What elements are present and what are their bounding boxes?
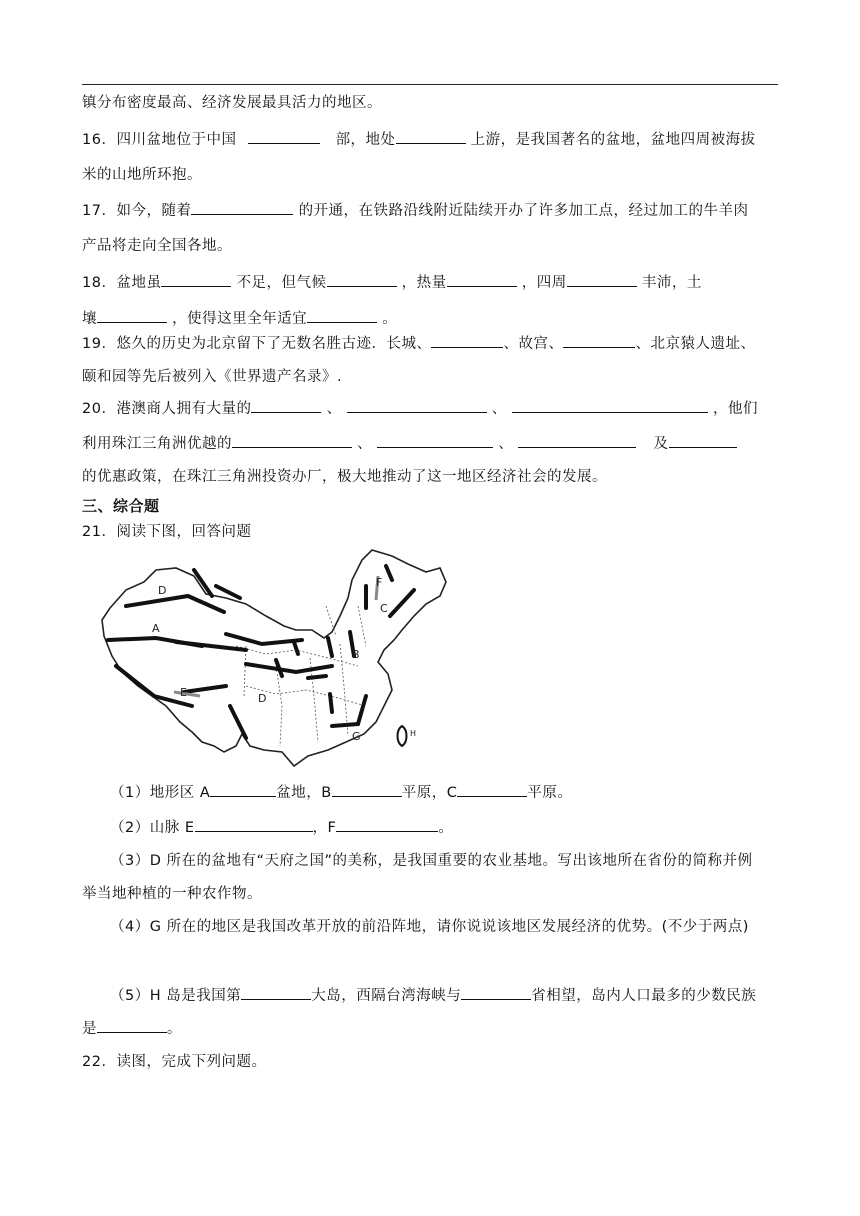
question-21-4 — [110, 917, 749, 937]
answer-blank[interactable] — [512, 398, 708, 413]
answer-blank[interactable] — [431, 333, 503, 348]
island-h — [398, 726, 407, 746]
answer-blank[interactable] — [248, 129, 320, 144]
text: 17．如今，随着 — [82, 203, 192, 219]
answer-blank[interactable] — [336, 817, 438, 832]
answer-blank[interactable] — [563, 333, 635, 348]
map-label-e: E — [180, 686, 187, 699]
answer-blank[interactable] — [97, 308, 167, 323]
answer-blank[interactable] — [396, 129, 466, 144]
range — [390, 590, 414, 616]
text: 省相望，岛内人口最多的少数民族 — [531, 988, 757, 1004]
range — [308, 676, 326, 678]
text: （5）H 岛是我国第 — [110, 988, 242, 1004]
answer-blank[interactable] — [669, 433, 737, 448]
range — [176, 642, 246, 650]
answer-blank[interactable] — [347, 398, 487, 413]
text: 、 — [326, 401, 342, 417]
question-18-line-2 — [82, 308, 397, 329]
text: ，四周 — [521, 275, 567, 291]
map-label-g: G — [352, 730, 361, 743]
text: 平原，C — [401, 785, 458, 801]
answer-blank[interactable] — [195, 817, 313, 832]
question-22-title — [82, 1052, 266, 1072]
map-label-b: B — [352, 648, 360, 661]
text: 18．盆地虽 — [82, 275, 162, 291]
text: ，他们 — [713, 401, 758, 417]
text: （4）G 所在的地区是我国改革开放的前沿阵地，请你说说该地区发展经济的优势。(不少于两点) — [110, 919, 749, 935]
text: 20．港澳商人拥有大量的 — [82, 401, 252, 417]
range — [328, 638, 332, 656]
answer-blank[interactable] — [232, 433, 352, 448]
text: （2）山脉 E — [110, 820, 195, 836]
text: 21．阅读下图，回答问题 — [82, 524, 252, 540]
answer-blank[interactable] — [518, 433, 636, 448]
text: 19．悠久的历史为北京留下了无数名胜古迹．长城、 — [82, 336, 432, 352]
text: ，使得这里全年适宜 — [172, 311, 308, 327]
question-19-line-2 — [82, 367, 342, 387]
range — [246, 664, 332, 672]
text: 平原。 — [527, 785, 573, 801]
answer-blank[interactable] — [161, 272, 231, 287]
text: 举当地种植的一种农作物。 — [82, 886, 262, 902]
answer-blank[interactable] — [307, 308, 377, 323]
question-17-line-1 — [82, 200, 749, 221]
question-21-title — [82, 522, 251, 542]
range — [184, 686, 226, 692]
text-line — [82, 93, 382, 113]
map-label-f: F — [376, 576, 383, 589]
question-20-line-3 — [82, 467, 607, 487]
answer-blank[interactable] — [377, 433, 493, 448]
range — [226, 634, 302, 644]
header-rule — [82, 84, 778, 85]
question-21-5-line-1 — [110, 985, 756, 1006]
question-19-line-1 — [82, 333, 755, 354]
text: 、故宫、 — [503, 336, 564, 352]
range — [126, 596, 224, 612]
text: 。 — [438, 820, 454, 836]
range — [230, 706, 246, 738]
question-21-1 — [110, 782, 572, 803]
map-label-d-north: D — [158, 584, 167, 597]
text: 22．读图，完成下列问题。 — [82, 1054, 267, 1070]
china-terrain-map — [96, 546, 450, 770]
answer-blank[interactable] — [191, 200, 293, 215]
map-svg — [96, 546, 450, 770]
text: 、 — [491, 401, 507, 417]
mountain-ranges — [108, 566, 417, 738]
answer-blank[interactable] — [97, 1018, 167, 1033]
answer-blank[interactable] — [461, 985, 531, 1000]
answer-blank[interactable] — [447, 272, 517, 287]
range — [332, 724, 358, 726]
answer-blank[interactable] — [241, 985, 311, 1000]
map-label-d: D — [258, 692, 267, 705]
text: （1）地形区 A — [110, 785, 211, 801]
range — [330, 694, 332, 712]
text: 产品将走向全国各地。 — [82, 238, 232, 254]
text: 不足，但气候 — [236, 275, 327, 291]
answer-blank[interactable] — [327, 272, 397, 287]
answer-blank[interactable] — [567, 272, 637, 287]
text: （3）D 所在的盆地有“天府之国”的美称，是我国重要的农业基地。写出该地所在省份的简称并例 — [110, 853, 753, 869]
text: 利用珠江三角洲优越的 — [82, 436, 232, 452]
country-outline — [102, 550, 446, 766]
question-16-line-2 — [82, 165, 202, 185]
question-20-line-1 — [82, 398, 758, 419]
text: 壤 — [82, 311, 97, 327]
text: ，热量 — [401, 275, 447, 291]
range-e — [174, 692, 200, 696]
question-21-3-line-2 — [82, 884, 262, 904]
section-heading — [82, 496, 160, 516]
text: 三、综合题 — [82, 497, 160, 515]
question-21-5-line-2 — [82, 1018, 182, 1039]
text: 是 — [82, 1021, 97, 1037]
question-17-line-2 — [82, 236, 232, 256]
question-18-line-1 — [82, 272, 702, 293]
text: 。 — [167, 1021, 182, 1037]
answer-blank[interactable] — [251, 398, 321, 413]
text: 大岛，西隔台湾海峡与 — [311, 988, 462, 1004]
answer-blank[interactable] — [457, 782, 527, 797]
text: 镇分布密度最高、经济发展最具活力的地区。 — [82, 95, 382, 111]
text: 盆地，B — [276, 785, 332, 801]
text: 部，地处 — [335, 132, 396, 148]
text: 的开通，在铁路沿线附近陆续开办了许多加工点，经过加工的牛羊肉 — [298, 203, 749, 219]
text: 米的山地所环抱。 — [82, 167, 202, 183]
question-21-3-line-1 — [110, 851, 753, 871]
text: 及 — [653, 436, 669, 452]
answer-blank[interactable] — [210, 782, 276, 797]
range — [386, 566, 392, 580]
range — [358, 696, 366, 724]
map-label-h: H — [410, 729, 417, 738]
text: 颐和园等先后被列入《世界遗产名录》. — [82, 369, 343, 385]
text: 、 — [357, 436, 373, 452]
text: 上游，是我国著名的盆地，盆地四周被海拔 — [470, 132, 756, 148]
map-label-c: C — [380, 602, 388, 615]
text: ，F — [312, 820, 337, 836]
range — [276, 660, 282, 676]
map-label-a: A — [152, 622, 160, 635]
answer-blank[interactable] — [332, 782, 402, 797]
text: 、 — [498, 436, 514, 452]
question-21-2 — [110, 817, 453, 838]
text: 、北京猿人遗址、 — [635, 336, 756, 352]
text: 的优惠政策，在珠江三角洲投资办厂，极大地推动了这一地区经济社会的发展。 — [82, 469, 607, 485]
range — [194, 570, 212, 596]
question-20-line-2 — [82, 433, 737, 454]
text: 16．四川盆地位于中国 — [82, 132, 237, 148]
text: 。 — [382, 311, 398, 327]
question-16-line-1 — [82, 129, 756, 150]
range — [294, 642, 298, 654]
text: 丰沛，土 — [641, 275, 702, 291]
